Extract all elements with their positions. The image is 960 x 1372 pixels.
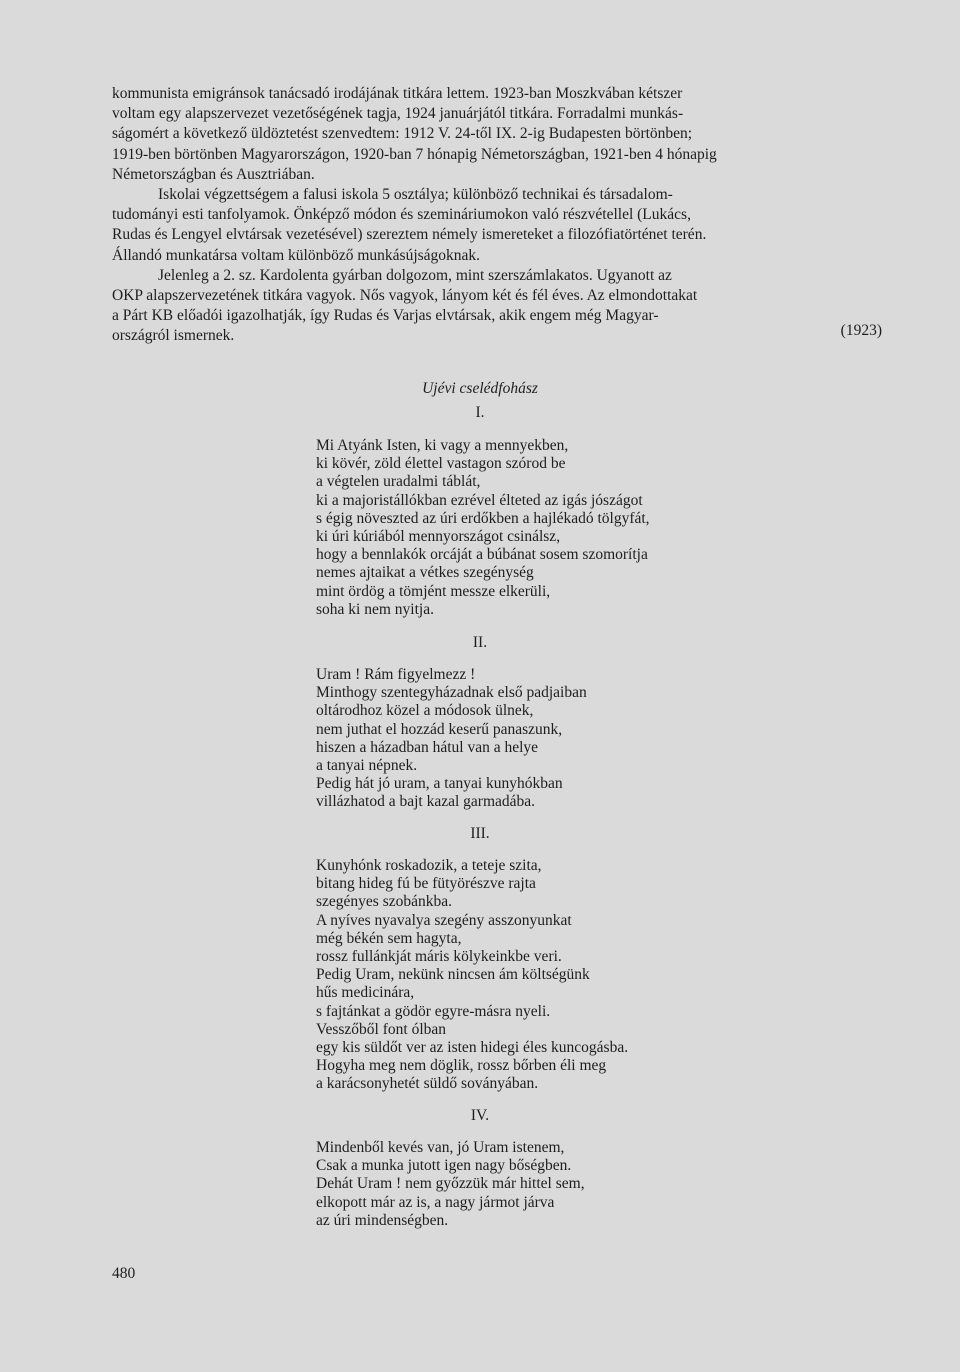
prose-line: Állandó munkatársa voltam különböző munkásújságoknak. bbox=[112, 246, 481, 264]
poem-line: szegényes szobánkba. bbox=[316, 893, 453, 911]
prose-line: 1919-ben börtönben Magyarországon, 1920-ban 7 hónapig Németországban, 1921-ben 4 hónapig bbox=[112, 145, 717, 163]
stanza-number-4: IV. bbox=[470, 1107, 490, 1124]
poem-line: Minthogy szentegyházadnak első padjaiban bbox=[316, 684, 587, 702]
poem-line: Csak a munka jutott igen nagy bőségben. bbox=[316, 1157, 572, 1175]
poem-line: Mindenből kevés van, jó Uram istenem, bbox=[316, 1139, 565, 1156]
prose-line: a Párt KB előadói igazolhatják, így Rudas és Varjas elvtársak, akik engem még Magyar- bbox=[112, 307, 659, 325]
poem-line: a tanyai népnek. bbox=[316, 757, 418, 775]
poem-line: Kunyhónk roskadozik, a teteje szita, bbox=[316, 857, 542, 874]
prose-line: Jelenleg a 2. sz. Kardolenta gyárban dolgozom, mint szerszámlakatos. Ugyanott az bbox=[158, 266, 672, 284]
poem-line: az úri mindenségben. bbox=[316, 1211, 449, 1229]
poem-line: Mi Atyánk Isten, ki vagy a mennyekben, bbox=[316, 437, 569, 454]
prose-line: ságomért a következő üldöztetést szenvedtem: 1912 V. 24-től IX. 2-ig Budapesten börtönben; bbox=[112, 125, 693, 143]
document-date: (1923) bbox=[840, 322, 882, 339]
prose-line: OKP alapszervezetének titkára vagyok. Nős vagyok, lányom két és fél éves. Az elmondottakat bbox=[112, 287, 698, 305]
stanza-4 bbox=[316, 1139, 585, 1230]
poem-line: elkopott már az is, a nagy jármot járva bbox=[316, 1193, 555, 1211]
poem-line: még békén sem hagyta, bbox=[316, 929, 462, 947]
poem-line: a végtelen uradalmi táblát, bbox=[316, 473, 481, 491]
poem-line: Vesszőből font ólban bbox=[316, 1020, 447, 1038]
poem-line: rossz fullánkját máris kölykeinkbe veri. bbox=[316, 948, 562, 966]
poem-line: ki a majoristállókban ezrével élteted az igás jószágot bbox=[316, 491, 643, 509]
poem-line: Pedig hát jó uram, a tanyai kunyhókban bbox=[316, 775, 563, 793]
poem-line: bitang hideg fú be fütyörészve rajta bbox=[316, 875, 536, 893]
prose-line: voltam egy alapszervezet vezetőségének tagja, 1924 januárjától titkára. Forradalmi munkás- bbox=[112, 105, 684, 123]
poem-line: hiszen a házadban hátul van a helye bbox=[316, 738, 539, 756]
prose-paragraph-2 bbox=[112, 185, 887, 266]
page-number: 480 bbox=[112, 1265, 136, 1282]
poem-line: hűs medicinára, bbox=[316, 984, 415, 1002]
poem-line: nemes ajtaikat a vétkes szegénység bbox=[316, 564, 534, 582]
poem-title: Ujévi cselédfohász bbox=[422, 380, 538, 397]
prose-line: Rudas és Lengyel elvtársak vezetésével) szereztem némely ismereteket a filozófiatörténet terén. bbox=[112, 226, 707, 244]
poem-line: egy kis süldőt ver az isten hidegi éles kuncogásba. bbox=[316, 1039, 629, 1057]
poem-line: Hogyha meg nem döglik, rossz bőrben éli meg bbox=[316, 1057, 607, 1075]
poem-line: nem juthat el hozzád keserű panaszunk, bbox=[316, 720, 563, 738]
poem-line: Uram ! Rám figyelmezz ! bbox=[316, 666, 476, 683]
poem-line: A nyíves nyavalya szegény asszonyunkat bbox=[316, 911, 572, 929]
stanza-number-2: II. bbox=[472, 634, 488, 651]
stanza-2 bbox=[316, 666, 587, 812]
stanza-1 bbox=[316, 437, 650, 619]
prose-line: kommunista emigránsok tanácsadó irodájának titkára lettem. 1923-ban Moszkvában kétszer bbox=[112, 85, 683, 102]
prose-line: tudományi esti tanfolyamok. Önképző módon és szemináriumokon való részvétellel (Lukács, bbox=[112, 206, 691, 224]
prose-line: országról ismernek. bbox=[112, 327, 235, 345]
poem-line: s égig növeszted az úri erdőkben a hajlékadó tölgyfát, bbox=[316, 509, 650, 527]
prose-line: Németországban és Ausztriában. bbox=[112, 165, 315, 183]
poem-line: mint ördög a tömjént messze elkerüli, bbox=[316, 582, 551, 600]
poem-line: a karácsonyhetét süldő soványában. bbox=[316, 1075, 539, 1093]
poem-line: Pedig Uram, nekünk nincsen ám költségünk bbox=[316, 966, 590, 984]
poem-line: oltárodhoz közel a módosok ülnek, bbox=[316, 702, 534, 720]
prose-block bbox=[112, 84, 887, 347]
poem-line: s fajtánkat a gödör egyre-másra nyeli. bbox=[316, 1002, 551, 1020]
prose-paragraph-1 bbox=[112, 84, 887, 185]
poem-line: villázhatod a bajt kazal garmadába. bbox=[316, 793, 536, 811]
prose-line: Iskolai végzettségem a falusi iskola 5 osztálya; különböző technikai és társadalom- bbox=[158, 186, 673, 204]
stanza-number-3: III. bbox=[470, 825, 490, 842]
poem-line: ki kövér, zöld élettel vastagon szórod be bbox=[316, 455, 566, 473]
prose-paragraph-3 bbox=[112, 266, 887, 347]
poem-line: hogy a bennlakók orcáját a búbánat sosem szomorítja bbox=[316, 546, 648, 564]
poem-line: ki úri kúriából mennyországot csinálsz, bbox=[316, 528, 561, 546]
poem-line: Dehát Uram ! nem győzzük már hittel sem, bbox=[316, 1175, 585, 1193]
stanza-3 bbox=[316, 857, 628, 1094]
poem-line: soha ki nem nyitja. bbox=[316, 600, 434, 618]
stanza-number-1: I. bbox=[475, 404, 485, 421]
